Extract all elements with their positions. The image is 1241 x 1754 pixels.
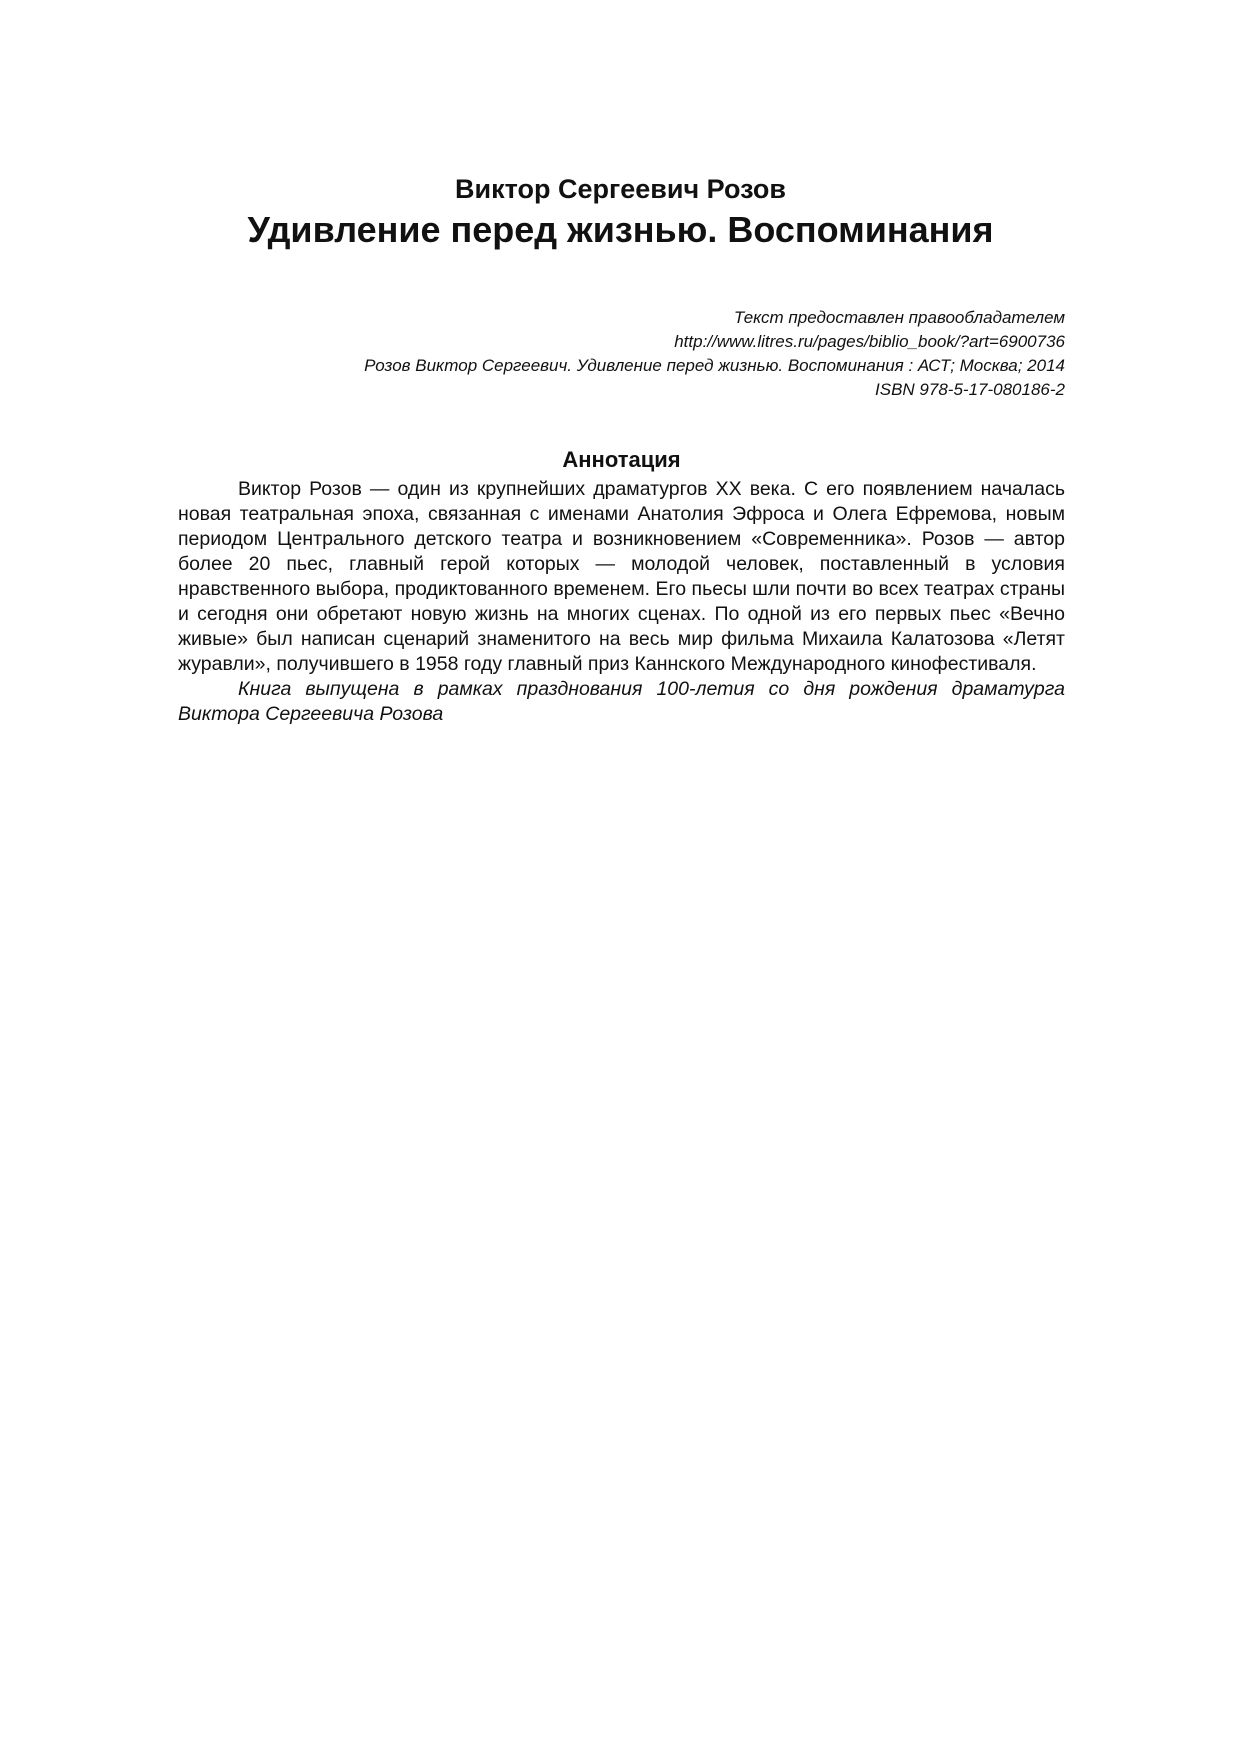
book-title: Удивление перед жизнью. Воспоминания	[247, 209, 994, 250]
isbn: ISBN 978-5-17-080186-2	[875, 380, 1065, 399]
annotation-heading: Аннотация	[562, 447, 681, 472]
author-name: Виктор Сергеевич Розов	[455, 174, 786, 204]
annotation-note: Книга выпущена в рамках празднования 100-летия со дня рождения драматурга Виктора Сергеевича Розова	[178, 678, 1065, 725]
bibliographic-reference: Розов Виктор Сергеевич. Удивление перед жизнью. Воспоминания : АСТ; Москва; 2014	[364, 356, 1065, 375]
rights-holder-line: Текст предоставлен правообладателем	[733, 308, 1065, 327]
publication-info	[178, 306, 1065, 402]
source-url: http://www.litres.ru/pages/biblio_book/?art=6900736	[674, 332, 1065, 351]
annotation-body	[178, 477, 1065, 727]
annotation-paragraph: Виктор Розов — один из крупнейших драматургов XX века. С его появлением началась новая театральная эпоха, связанная с именами Анатолия Эфроса и Олега Ефремова, новым периодом Центрального детского театра и возникновением «Современника». Розов — автор более 20 пьес, главный герой которых — молодой человек, поставленный в условия нравственного выбора, продиктованного временем. Его пьесы шли почти во всех театрах страны и сегодня они обретают новую жизнь на многих сценах. По одной из его первых пьес «Вечно живые» был написан сценарий знаменитого на весь мир фильма Михаила Калатозова «Летят журавли», получившего в 1958 году главный приз Каннского Международного кинофестиваля.	[178, 478, 1065, 675]
